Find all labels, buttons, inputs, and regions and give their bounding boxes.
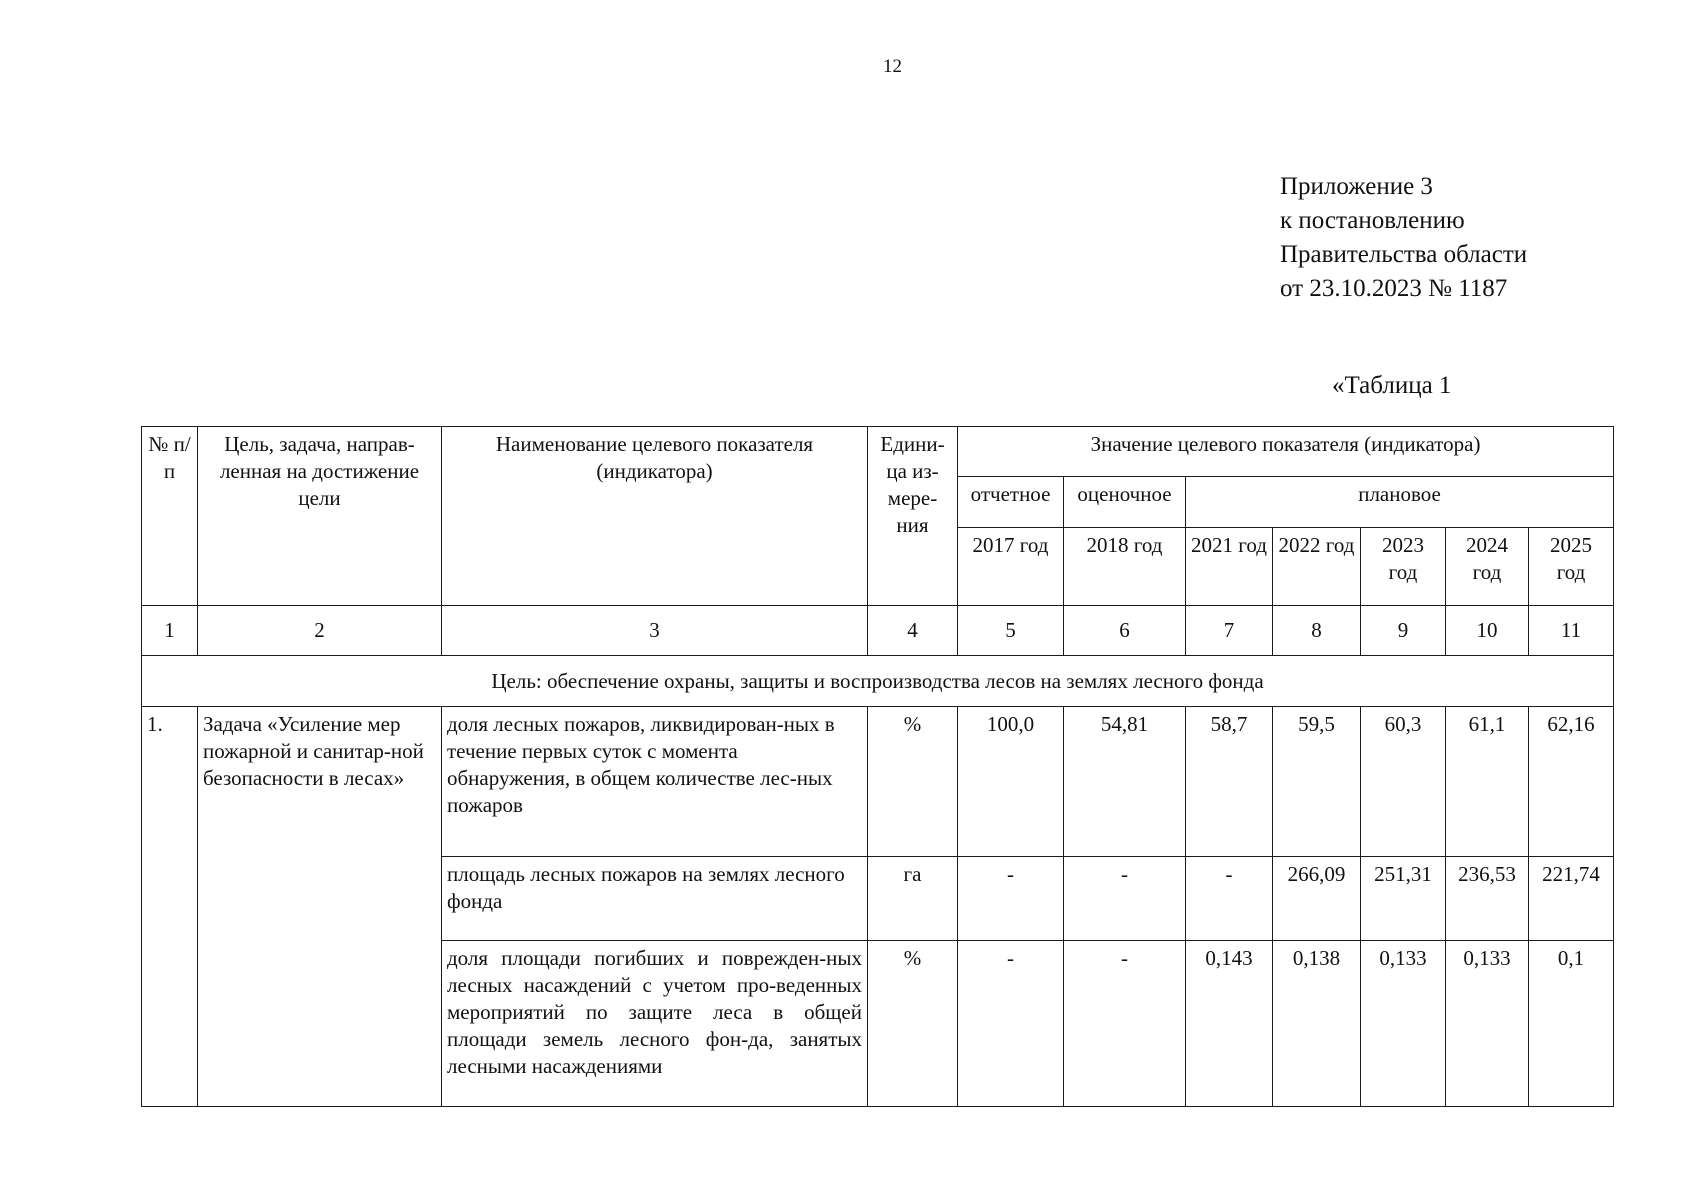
header-year-2022: 2022 год: [1273, 528, 1361, 606]
value-2023: 60,3: [1361, 707, 1446, 857]
header-estimated: оценочное: [1064, 477, 1186, 528]
value-2023: 251,31: [1361, 857, 1446, 941]
appendix-block: [1280, 170, 1527, 306]
column-number-row: [142, 606, 1614, 656]
appendix-line-4: от 23.10.2023 № 1187: [1280, 275, 1508, 302]
value-2025: 221,74: [1529, 857, 1614, 941]
column-number: 2: [198, 606, 442, 656]
page-number: 12: [883, 56, 902, 77]
task-num: 1.: [142, 707, 198, 1107]
header-indicator-name: Наименование целевого показателя (индикатора): [442, 427, 868, 606]
appendix-line-3: Правительства области: [1280, 241, 1528, 268]
header-goal: Цель, задача, направ-ленная на достижение цели: [198, 427, 442, 606]
header-reported: отчетное: [958, 477, 1064, 528]
value-2022: 59,5: [1273, 707, 1361, 857]
value-2018: -: [1064, 941, 1186, 1107]
column-number: 9: [1361, 606, 1446, 656]
table-row: [142, 707, 1614, 857]
appendix-line-2: к постановлению: [1280, 207, 1465, 234]
column-number: 6: [1064, 606, 1186, 656]
column-number: 7: [1186, 606, 1273, 656]
value-2018: -: [1064, 857, 1186, 941]
column-number: 11: [1529, 606, 1614, 656]
value-2021: -: [1186, 857, 1273, 941]
indicator-name: доля лесных пожаров, ликвидирован-ных в течение первых суток с момента обнаружения, в общем количестве лес-ных пожаров: [442, 707, 868, 857]
header-num: № п/п: [142, 427, 198, 606]
header-planned: плановое: [1186, 477, 1614, 528]
indicator-name: доля площади погибших и поврежден-ных лесных насаждений с учетом про-веденных мероприятий по защите леса в общей площади земель лесного фон-да, занятых лесными насаждениями: [442, 941, 868, 1107]
value-2017: -: [958, 941, 1064, 1107]
table-caption: «Таблица 1: [1332, 372, 1452, 399]
header-year-2021: 2021 год: [1186, 528, 1273, 606]
indicator-unit: га: [868, 857, 958, 941]
header-year-2025: 2025 год: [1529, 528, 1614, 606]
appendix-line-1: Приложение 3: [1280, 173, 1433, 200]
value-2021: 58,7: [1186, 707, 1273, 857]
value-2025: 62,16: [1529, 707, 1614, 857]
column-number: 4: [868, 606, 958, 656]
column-number: 1: [142, 606, 198, 656]
value-2017: 100,0: [958, 707, 1064, 857]
indicator-unit: %: [868, 707, 958, 857]
value-2022: 266,09: [1273, 857, 1361, 941]
header-year-2018: 2018 год: [1064, 528, 1186, 606]
header-year-2017: 2017 год: [958, 528, 1064, 606]
value-2017: -: [958, 857, 1064, 941]
value-2024: 61,1: [1446, 707, 1529, 857]
header-year-2023: 2023 год: [1361, 528, 1446, 606]
header-values-group: Значение целевого показателя (индикатора): [958, 427, 1614, 477]
value-2022: 0,138: [1273, 941, 1361, 1107]
value-2024: 0,133: [1446, 941, 1529, 1107]
value-2024: 236,53: [1446, 857, 1529, 941]
indicator-unit: %: [868, 941, 958, 1107]
task-text: Задача «Усиление мер пожарной и санитар-ной безопасности в лесах»: [198, 707, 442, 1107]
indicator-name: площадь лесных пожаров на землях лесного фонда: [442, 857, 868, 941]
column-number: 3: [442, 606, 868, 656]
goal-row: Цель: обеспечение охраны, защиты и воспроизводства лесов на землях лесного фонда: [142, 656, 1614, 707]
column-number: 8: [1273, 606, 1361, 656]
header-unit: Едини-ца из-мере-ния: [868, 427, 958, 606]
value-2018: 54,81: [1064, 707, 1186, 857]
value-2021: 0,143: [1186, 941, 1273, 1107]
value-2025: 0,1: [1529, 941, 1614, 1107]
column-number: 5: [958, 606, 1064, 656]
indicators-table: [141, 426, 1614, 1107]
column-number: 10: [1446, 606, 1529, 656]
value-2023: 0,133: [1361, 941, 1446, 1107]
header-year-2024: 2024 год: [1446, 528, 1529, 606]
